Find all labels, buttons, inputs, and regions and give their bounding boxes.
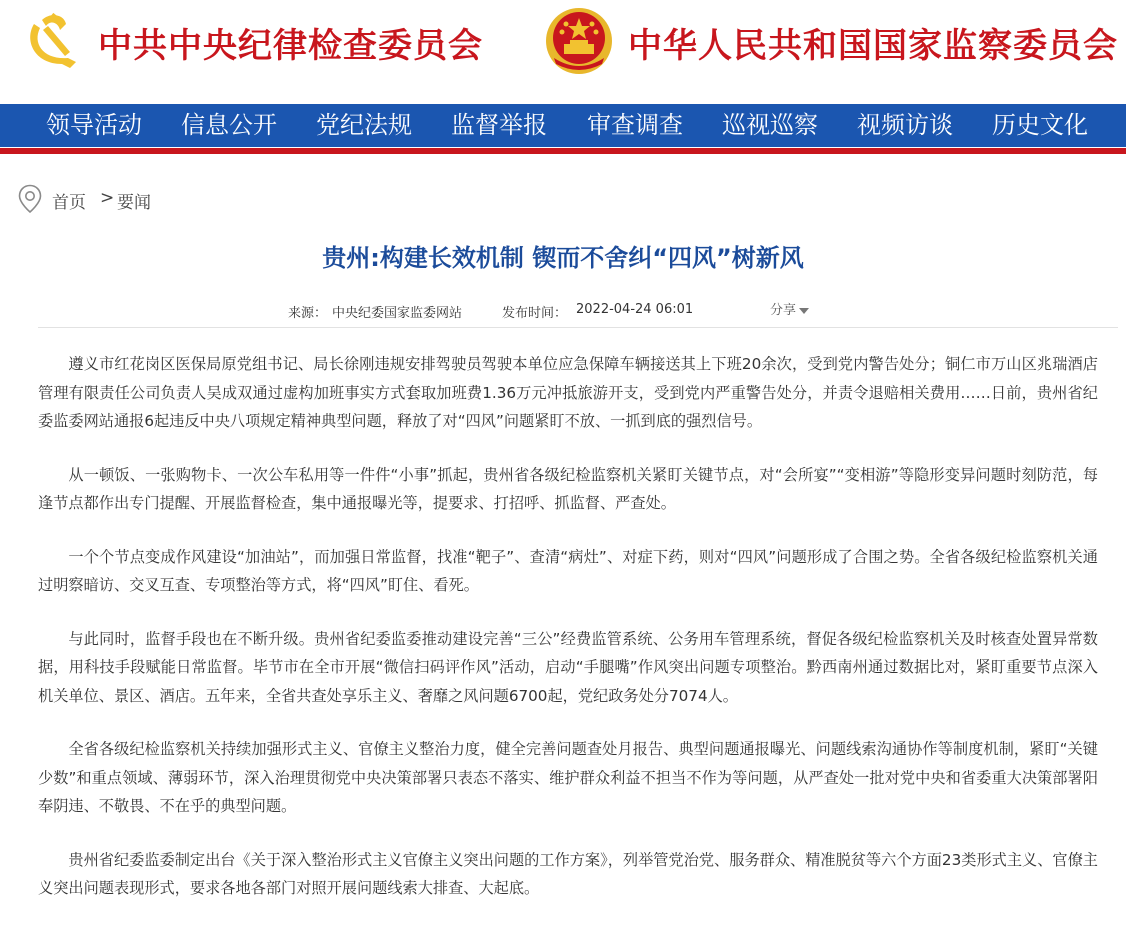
site-title-cdi[interactable]: 中共中央纪律检查委员会 <box>98 26 483 66</box>
article-paragraph: 从一顿饭、一张购物卡、一次公车私用等一件件“小事”抓起，贵州省各级纪检监察机关紧盯关键节点，对“会所宴”“变相游”等隐形变异问题时刻防范，每逢节点都作出专门提醒、开展监督检查，集中通报曝光等，提要求、打招呼、抓监督、严查处。 <box>38 465 1098 512</box>
article-body <box>38 350 1098 928</box>
article-meta <box>0 296 1126 324</box>
nav-item-inspection[interactable]: 巡视巡察 <box>722 111 818 139</box>
nav-item-info-disclosure[interactable]: 信息公开 <box>181 111 277 139</box>
article-paragraph: 贵州省纪委监委制定出台《关于深入整治形式主义官僚主义突出问题的工作方案》，列举管党治党、服务群众、精准脱贫等六个方面23类形式主义、官僚主义突出问题表现形式，要求各地各部门对照开展问题线索大排查、大起底。 <box>38 850 1098 897</box>
source-label: 来源： <box>288 306 328 321</box>
state-emblem-icon <box>544 6 614 76</box>
meta-divider <box>38 327 1118 328</box>
location-pin-icon <box>18 184 42 214</box>
nav-item-video[interactable]: 视频访谈 <box>857 111 953 139</box>
article-paragraph: 全省各级纪检监察机关持续加强形式主义、官僚主义整治力度，健全完善问题查处月报告、典型问题通报曝光、问题线索沟通协作等制度机制，紧盯“关键少数”和重点领域、薄弱环节，深入治理贯彻党中央决策部署只表态不落实、维护群众利益不担当不作为等问题，从严查处一批对党中央和省委重大决策部署阳奉阴违、不敬畏、不在乎的典型问题。 <box>38 740 1098 815</box>
breadcrumb-home-link[interactable]: 首页 <box>52 193 86 213</box>
nav-item-party-rules[interactable]: 党纪法规 <box>316 111 412 139</box>
breadcrumb-separator: > <box>100 188 115 208</box>
site-header <box>0 0 1126 104</box>
source-value: 中央纪委国家监委网站 <box>332 306 463 321</box>
breadcrumb-current-link[interactable]: 要闻 <box>117 193 151 213</box>
article-paragraph: 与此同时，监督手段也在不断升级。贵州省纪委监委推动建设完善“三公”经费监管系统、公务用车管理系统，督促各级纪检监察机关及时核查处置异常数据，用科技手段赋能日常监督。毕节市在全市开展“微信扫码评作风”活动，启动“手腿嘴”作风突出问题专项整治。黔西南州通过数据比对，紧盯重要节点深入机关单位、景区、酒店。五年来，全省共查处享乐主义、奢靡之风问题6700起，党纪政务处分7074人。 <box>38 629 1098 705</box>
share-button[interactable] <box>770 299 809 318</box>
party-emblem-icon <box>20 8 84 72</box>
caret-down-icon <box>799 308 809 314</box>
nav-item-report[interactable]: 监督举报 <box>451 111 547 139</box>
main-nav <box>0 104 1126 146</box>
nav-item-history[interactable]: 历史文化 <box>992 111 1088 139</box>
publish-time-value: 2022-04-24 06:01 <box>576 302 694 317</box>
nav-item-leadership[interactable]: 领导活动 <box>46 111 142 139</box>
nav-list <box>0 104 1126 146</box>
publish-time-label: 发布时间： <box>502 306 568 321</box>
nav-item-investigation[interactable]: 审查调查 <box>587 111 683 139</box>
nav-stripe <box>0 146 1126 154</box>
share-label: 分享 <box>770 303 797 318</box>
article-title: 贵州:构建长效机制 锲而不舍纠“四风”树新风 <box>322 244 804 272</box>
site-title-nsc[interactable]: 中华人民共和国国家监察委员会 <box>628 26 1118 66</box>
article-paragraph: 遵义市红花岗区医保局原党组书记、局长徐刚违规安排驾驶员驾驶本单位应急保障车辆接送其上下班20余次，受到党内警告处分；铜仁市万山区兆瑞酒店管理有限责任公司负责人吴成双通过虚构加班事实方式套取加班费1.36万元冲抵旅游开支，受到党内严重警告处分，并责令退赔相关费用……日前，贵州省纪委监委网站通报6起违反中央八项规定精神典型问题，释放了对“四风”问题紧盯不放、一抓到底的强烈信号。 <box>38 355 1098 430</box>
article-paragraph: 一个个节点变成作风建设“加油站”，而加强日常监督，找准“靶子”、查清“病灶”、对症下药，则对“四风”问题形成了合围之势。全省各级纪检监察机关通过明察暗访、交叉互查、专项整治等方式，将“四风”盯住、看死。 <box>38 547 1098 594</box>
